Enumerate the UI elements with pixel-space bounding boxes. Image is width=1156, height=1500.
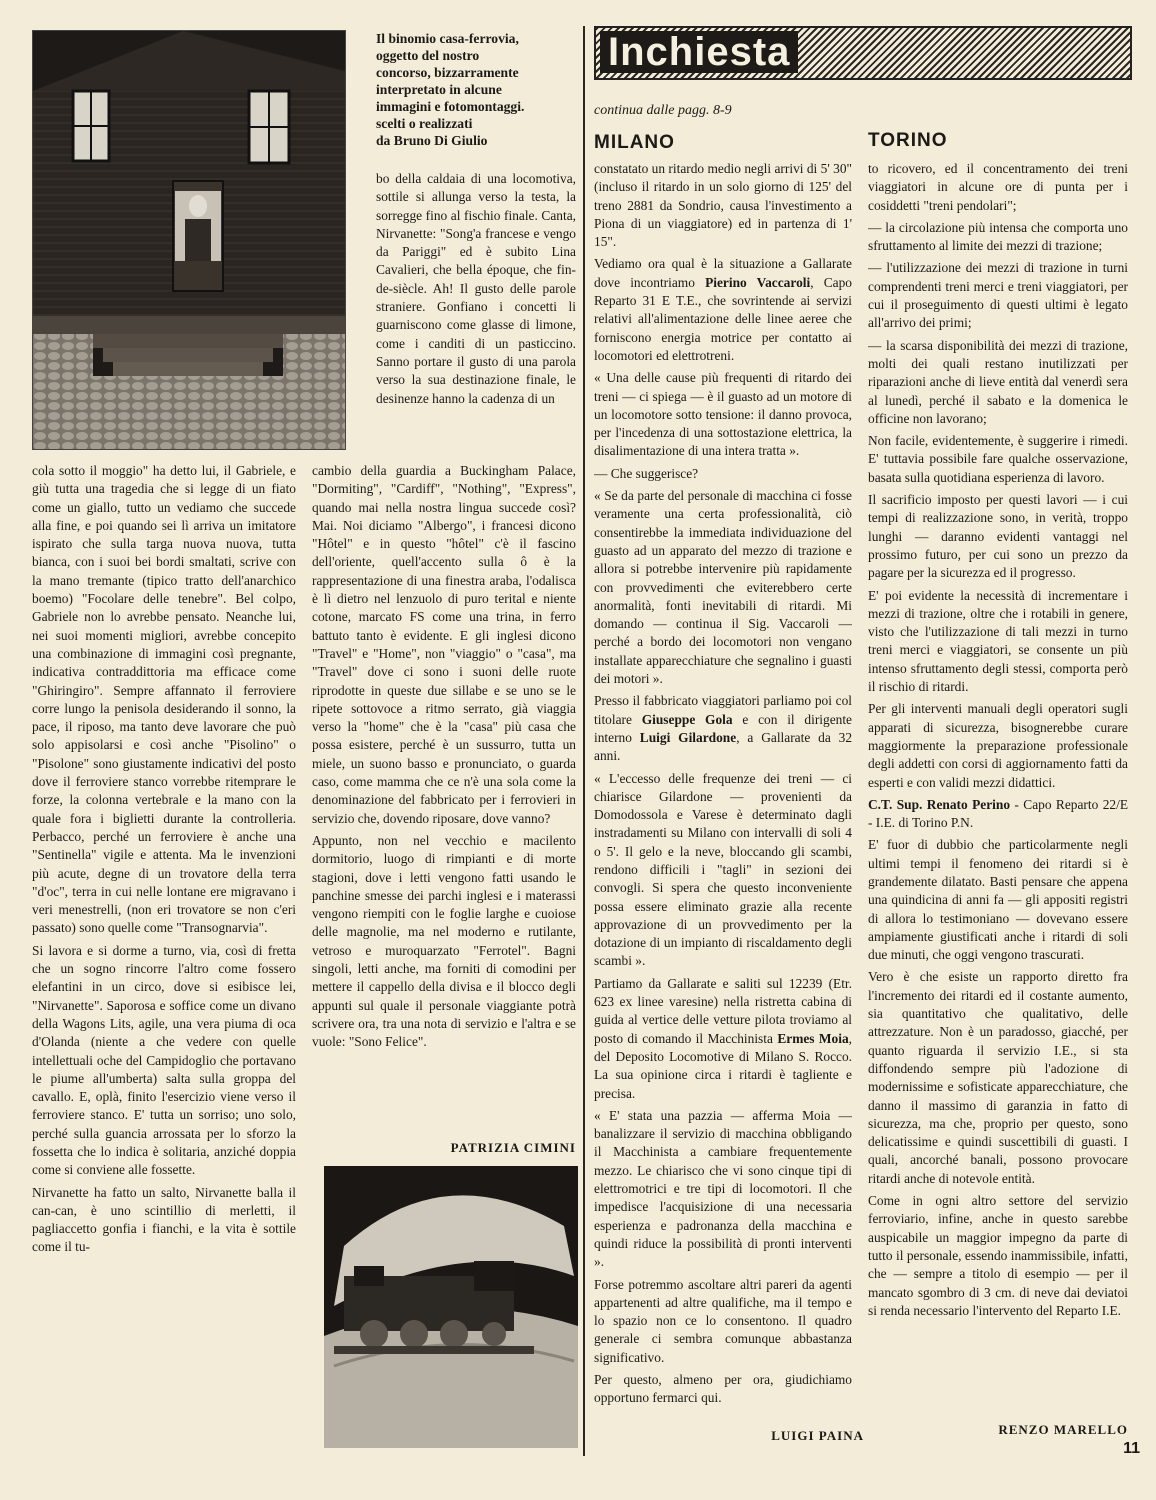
paragraph: to ricovero, ed il concentramento dei treni viaggiatori in alcune ore di punta per i cosiddetti "treni pendolari"; (868, 161, 1128, 213)
paragraph: Per questo, almeno per ora, giudichiamo opportuno fermarci qui. (594, 1372, 852, 1406)
caption-line: oggetto del nostro (376, 48, 480, 63)
city-heading-milano: MILANO (594, 132, 675, 153)
paragraph: E' poi evidente la necessità di incrementare i mezzi di trazione, oltre che i rotabili in genere, visto che l'utilizzazione di tali mezzi in turno treni merci e viaggiatori, se consente un più intenso sfruttamento degli stessi, comporta però il rischio di ritardi. (868, 587, 1128, 695)
paragraph: — l'utilizzazione dei mezzi di trazione in turni comprendenti treni merci e treni viaggiatori, per cui il proseguimento di questi ultimi è legato all'arrivo dei primi; (868, 260, 1128, 331)
caption-line: scelti o realizzati (376, 116, 473, 131)
city-heading-torino: TORINO (868, 130, 948, 151)
paragraph: Partiamo da Gallarate e saliti sul 12239 (Etr. 623 ex linee varesine) nella ristretta cabina di guida al vertice delle vetture pilota troviamo al posto di comando il Macchinista Ermes Moia, del Deposito Locomotive di Milano S. Rocco. La sua opinione circa i ritardi è tagliente e precisa. (594, 975, 852, 1101)
paragraph: « Se da parte del personale di macchina ci fosse veramente una certa professionalità, ciò consentirebbe la immediata individuazione del guasto ad un apparato del mezzo di trazione e allora si potrebbe intervenire più rapidamente con provvedimenti che eviterebbero certe anormalità, fonti inevitabili di ritardi. Mi domando — continua il Sig. Vaccaroli — perché a bordo dei locomotori non vengano installate apparecchiature che segnalino i guasti dei motori ». (594, 488, 852, 687)
paragraph: Non facile, evidentemente, è suggerire i rimedi. E' tuttavia possibile fare qualche osservazione, basata sulla quotidiana esperienza di lavoro. (868, 433, 1128, 485)
photo-caption (376, 30, 576, 149)
paragraph: « E' stata una pazzia — afferma Moia — banalizzare il servizio di macchina obbligando il Macchinista a cambiare frequentemente mezzo. Le chiariscо che vi sono cinque tipi di elettromotrici e tre tipi di locomotori. Il che impedisce l'acquisizione di una necessaria esperienza e padronanza della macchina e quindi riduce la possibilità di pronti interventi ». (594, 1107, 852, 1270)
paragraph: C.T. Sup. Renato Perino - Capo Reparto 22/E - I.E. di Torino P.N. (868, 796, 1128, 831)
caption-line: da Bruno Di Giulio (376, 133, 488, 148)
byline-renzo: RENZO MARELLO (998, 1422, 1128, 1437)
paragraph: Forse potremmo ascoltare altri pareri da agenti appartenenti ad altre qualifiche, ma il tempo e lo spazio non ce lo consentono. Il quadro generale ci sembra comunque abbastanza significativo. (594, 1276, 852, 1365)
byline-patrizia: PATRIZIA CIMINI (450, 1140, 576, 1155)
caption-line: immagini e fotomontaggi. (376, 99, 525, 114)
caption-line: concorso, bizzarramente (376, 65, 519, 80)
paragraph: Come in ogni altro settore del servizio ferroviario, infine, anche in questo sarebbe auspicabile un maggior impegno da parte di tutto il personale, essendo inammissibile, infatti, che — sempre a titolo di esempio — per il mancato sgombro di 3 cm. di neve dai deviatoi si renda necessario l'intervento del Reparto I.E. (868, 1193, 1128, 1318)
caption-line: interpretato in alcune (376, 82, 502, 97)
paragraph: bo della caldaia di una locomotiva, sottile si allunga verso la testa, la sorregge fino al fischio finale. Canta, Nirvanette: "Song'a francese e vengo da Pariggi" ed è subito Lina Cavalieri, che bella époque, che fin-de-siècle. Ah! Il gusto delle parole straniere. Gonfiano i concetti li guarniscono come glasse di limone, come i canditi di un pasticcino. Sanno portare il gusto di una parola verso la sua destinazione finale, le desinenze hanno la cadenza di un (376, 171, 576, 406)
locomotive-photo (324, 1166, 578, 1448)
paragraph: constatato un ritardo medio negli arrivi di 5' 30" (incluso il ritardo in un solo giorno di 125' del treno 2881 da Sondrio, causa l'investimento a Piona di un viaggiatore) ed in partenza di 1' 15". (594, 161, 852, 250)
house-photo (32, 30, 346, 450)
locomotive-illustration (324, 1166, 578, 1448)
paragraph: Presso il fabbricato viaggiatori parliamo poi col titolare Giuseppe Gola e con il dirigente interno Luigi Gilardone, a Gallarate da 32 anni. (594, 693, 852, 764)
byline-luigi: LUIGI PAINA (771, 1428, 864, 1443)
paragraph: Appunto, non nel vecchio e macilento dormitorio, luogo di rimpianti e di morte stagioni, dove i letti vengono fatti usando le panchine smesse dei parchi inglesi e i materassi vengono riempiti con le foglie larghe e cuoiose delle magnolie, ma nel moderno e rutilante, vetroso e muroquarzato "Ferrotel". Bagni singoli, letti anche, ma forniti di comodini per mettere il cappello della divisa e il blocco degli appunti sul quale il personale viaggiante potrà scrivere ora, tra una nota di servizio e l'altra e se vuole: "Sono Felice". (312, 832, 576, 1050)
paragraph: Nirvanette ha fatto un salto, Nirvanette balla il can-can, è uno scintillio di merletti, il pagliaccetto gonfia i fianchi, e la vita è sottile come il tu- (32, 1184, 296, 1255)
section-banner (594, 26, 1132, 80)
paragraph: — la circolazione più intensa che comporta uno sfruttamento al limite dei mezzi di trazione; (868, 219, 1128, 254)
paragraph: Vediamo ora qual è la situazione a Gallarate dove incontriamo Pierino Vaccaroli, Capo Reparto 31 E T.E., che sovrintende ai servizi relativi all'alimentazione delle linee aeree che forniscono energia motrice per contatto ai locomotori ed elettrotreni. (594, 256, 852, 363)
paragraph: Per gli interventi manuali degli operatori sugli apparati di sicurezza, bisognerebbe curare maggiormente la preparazione professionale degli addetti con corsi di aggiornamento fatti da esperti e con validi mezzi didattici. (868, 701, 1128, 790)
article-column-b (312, 462, 576, 1142)
paragraph: cambio della guardia a Buckingham Palace, "Dormiting", "Cardiff", "Nothing", "Express", quando mai nella nostra lingua succede così? Mai. Noi diciamo "Albergo", i francesi dicono "Hôtel" e in questo "hôtel" c'è il fascino dell'oriente, quell'accento sulla ô è la rappresentazione di una finestra araba, l'odalisca è lì dietro nel lenzuolo di puro terital e niente cotone, marcato FS come una trina, in ferro battuto tanto è evidente. E gli inglesi dicono "Travel" e "Home", non "viaggio" o "casa", ma "Travel" dove ci sono i suoni delle ruote riprodotte in queste due sillabe e se uno se le ripete sottovoce a ritmo serrato, già viaggia verso la "home" che è la "casa" più casa che possa esistere, perché è un sussurro, tutta un miele, un suono basso e pronunciato, o guarda caso, come mamma che ce n'è una sola come la denominazione del fabbricato per i ferrovieri in servizio che, dovendo riposare, dove vanno? (312, 463, 576, 826)
paragraph: E' fuor di dubbio che particolarmente negli ultimi tempi il fenomeno dei ritardi si è grandemente dilatato. Basti pensare che appena una quindicina di anni fa — gli appositi registri di allora lo testimoniano — dovevano essere ampiamente giustificati anche i ritardi di soli due minuti, che oggi vengono trascurati. (868, 837, 1128, 963)
article-column-d (868, 160, 1128, 1415)
column-divider (583, 26, 585, 1456)
continued-note: continua dalle pagg. 8-9 (594, 103, 732, 118)
paragraph: « Una delle cause più frequenti di ritardo dei treni — ci spiega — è il guasto ad un motore di un locomotore sotto tensione: il danno provoca, per l'incedenza di una sottostazione elettrica, la disalimentazione di una intera tratta ». (594, 370, 852, 459)
banner-title: Inchiesta (600, 31, 798, 73)
article-column-a (32, 462, 296, 1447)
paragraph: « L'eccesso delle frequenze dei treni — ci chiarisce Gilardone — provenienti da Domodossola e Varese è determinato dagli instradamenti su Milano con intervalli di soli 4 o 5'. Il gelo e la neve, bloccando gli scambi, rendono difficili i "tagli" in sezioni dei convogli. Si spera che questo inconveniente possa essere eliminato grazie alla recente approvazione di un provvedimento per la dotazione di un impianto di riscaldamento degli scambi ». (594, 770, 852, 969)
page-number: 11 (1123, 1440, 1140, 1457)
paragraph: Vero è che esiste un rapporto diretto fra l'incremento dei ritardi ed il costante aumento, sia quantitativo che qualitativo, delle attrezzature. Non è un paradosso, giacché, per quanto riguarda il servizio I.E., si sta diffondendo sempre più l'adozione di modernissime e sofisticate apparecchiature, che danno il massimo di garanzia in fatto di sicurezza, ma che, proprio per questo, sono delicatissime e quindi suscettibili di guasti. I quali, ancorché banali, possono provocare ritardi anche di notevole entità. (868, 969, 1128, 1186)
article-column-b-top (376, 170, 576, 465)
house-illustration (33, 31, 345, 449)
paragraph: — Che suggerisce? (594, 465, 699, 481)
paragraph: cola sotto il moggio" ha detto lui, il Gabriele, e giù tutta una tragedia che si legge di un fiato come un giallo, tutto un vediamo che succede alla fine, e poi quando sei lì arriva un imitatore ispirato che sulla targa nuova nuova, tutta bianca, con i suoi bei bordi smaltati, scrive con la mano tremante (tipico tratto dell'anarchico boemo) "Focolare delle tenebre". Bel colpo, Gabriele non lo avrebbe pensato. Neanche lui, nei suoi momenti migliori, avrebbe concepito una combinazione di immagini così pregnante, indicativa contraddittoria ma efficace come "Ghiringiro". Sempre affannato il ferroviere corre lungo la penisola desiderando il sonno, la pace, il riposo, ma tanto deve lavorare che può solo appisolarsi e così anche "Pisolino" o "Pisolone" sono giustamente indicativi del posto dove il ferroviere stanco vorrebbe ritemprare le forze, la colonna vertebrale e la mano con la quale fora i biglietti durante la controlleria. Perbacco, perché un ferroviere è anche una "Sentinella" vigile e attenta. Ma le invenzioni più acute, degne di un trovatore della terra "d'oc", terra in cui nelle lontane ere migravano i veri menestrelli, (non eri trovatore se non c'eri passato) sono quelle come "Transognarvia". (32, 463, 296, 936)
paragraph: Il sacrificio imposto per questi lavori — i cui tempi di realizzazione sono, in verità, troppo lunghi — daranno evidenti vantaggi nel prossimo futuro, per cui sono un prezzo da pagare per la sicurezza ed il progresso. (868, 492, 1128, 581)
caption-line: Il binomio casa-ferrovia, (376, 31, 519, 46)
article-column-c (594, 160, 852, 1425)
paragraph: — la scarsa disponibilità dei mezzi di trazione, molti dei quali restano inutilizzati per riparazioni anche di lieve entità dal venerdì sera al lunedì, perché il sabato e la domenica le officine non lavorano; (868, 337, 1128, 426)
paragraph: Si lavora e si dorme a turno, via, così di fretta che un sogno rincorre l'altro come fossero elefantini in un circo, dove si esibisce lei, "Nirvanette". Saporosa e soffice come un divano della Wagons Lits, agile, una vera piuma di oca d'Olanda (niente a che vedere con quelle intellettuali oche del Campidoglio che portavano le piume all'umberta) salta sulla groppa del cavallo. E, oplà, finito l'esercizio viene verso il ferroviere stanco. E' tutta un sorriso; uno solo, perché sulla guancia arrossata per lo sforzo la fossetta che lo indica è solitaria, anziché doppia come si conviene alle fossette. (32, 942, 296, 1178)
